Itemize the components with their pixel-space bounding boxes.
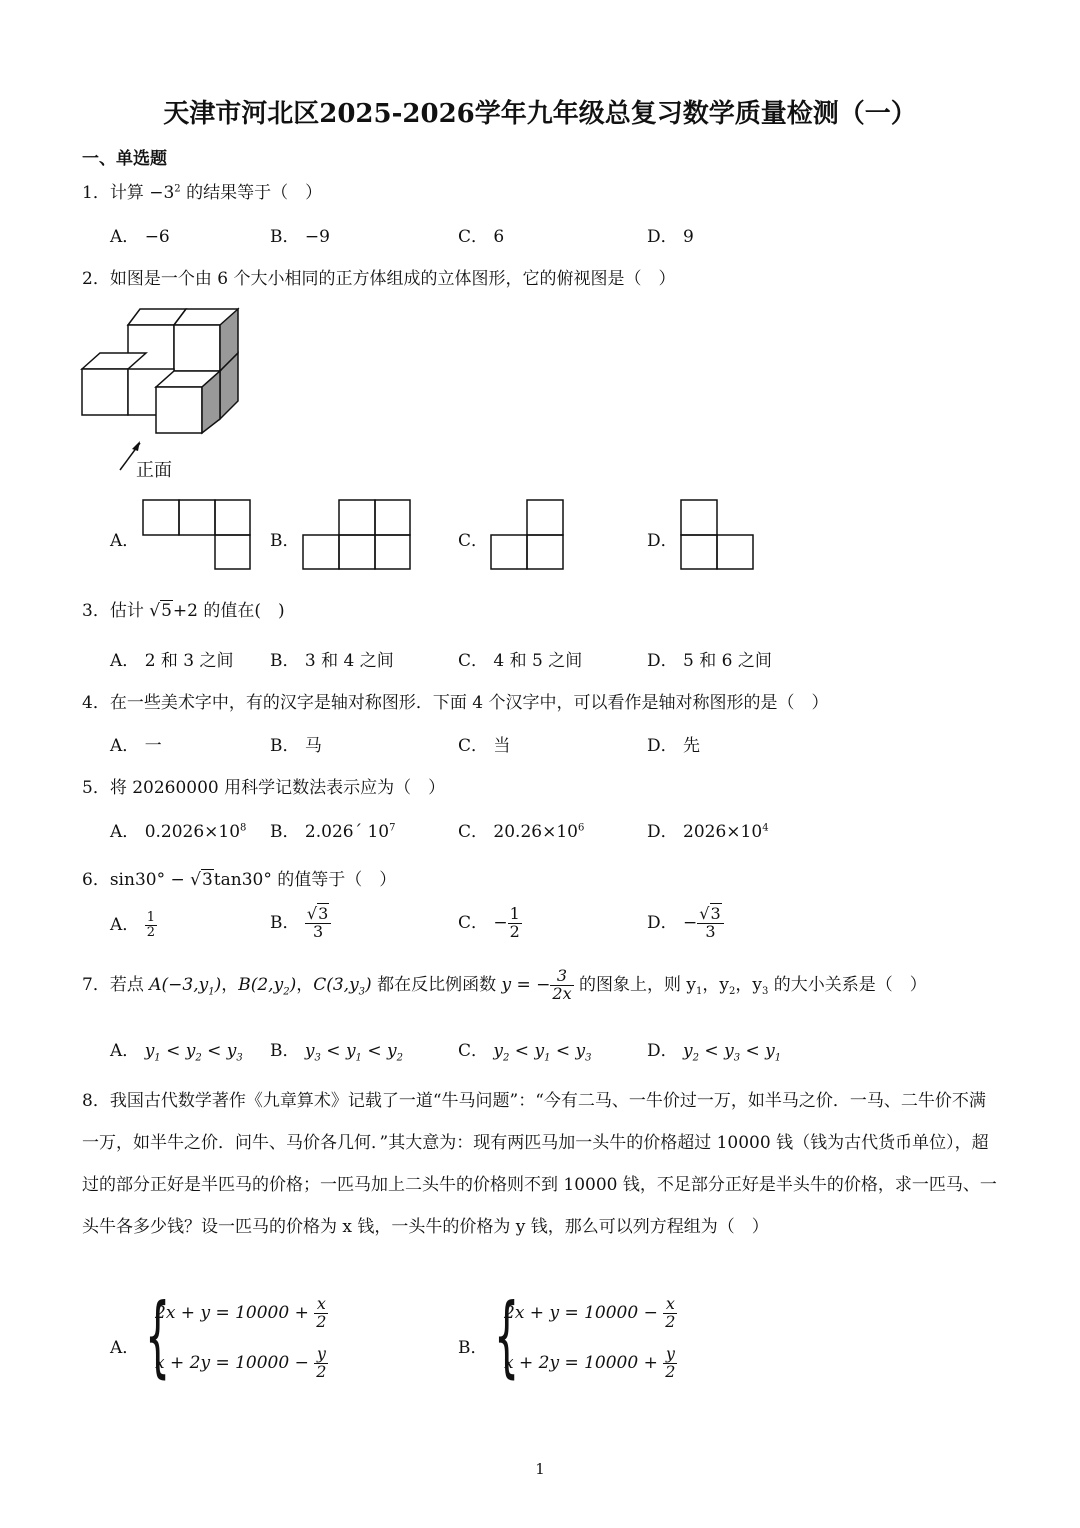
option-label: C． <box>458 736 489 756</box>
frac-num: 1 <box>509 904 520 923</box>
option-text: 当 <box>493 736 511 756</box>
frac-num: 3 <box>550 968 573 986</box>
q6-suffix: 的值等于（ ） <box>271 870 397 890</box>
q6-prefix: 6． <box>82 870 110 890</box>
q2-option-a-label[interactable]: A． <box>110 531 140 551</box>
q7-suffix: 的图象上，则 y <box>573 974 697 995</box>
page-number: 1 <box>535 1460 545 1478</box>
q6-sqrt-icon: √ <box>190 870 201 890</box>
option-label: B． <box>270 822 300 842</box>
option-text: 5 和 6 之间 <box>683 651 772 671</box>
option-text: 2 和 3 之间 <box>144 651 234 671</box>
option-label: B． <box>270 651 300 671</box>
option-exp: 7 <box>389 822 396 834</box>
section-heading: 一、单选题 <box>82 149 167 169</box>
option-label: C． <box>458 822 489 842</box>
q3-radicand: 5 <box>161 601 172 621</box>
q2-front-label: 正面 <box>136 460 172 481</box>
point-sub: 3 <box>358 986 366 998</box>
q2-option-d-label[interactable]: D． <box>647 531 678 551</box>
q7-suffix3: ，y <box>735 974 762 995</box>
q2-option-d-figure[interactable] <box>680 499 756 571</box>
q3-suffix: 的值在( ) <box>197 601 285 621</box>
question-1 <box>82 178 322 203</box>
q7-point-a: $A(-3,y_1)$ <box>149 974 222 998</box>
option-label: B． <box>270 736 300 756</box>
frac-den: 2 <box>146 925 155 940</box>
option-exp: 6 <box>577 822 585 834</box>
q4-option-b[interactable] <box>270 731 322 756</box>
q3-prefix: 3．估计 <box>82 601 150 621</box>
option-fraction <box>145 911 157 939</box>
q7-suffix2: ，y <box>702 974 730 995</box>
option-label: D． <box>647 1041 678 1061</box>
q7-sub-2: 2 <box>729 986 736 998</box>
option-label: C． <box>458 227 489 247</box>
question-7: 7．若点 $A(-3,y_1)$，$B(2,y_2)$，$C(3,y_3)$ 都在反比例函数 y = − $\frac{3}{2x}$ 的图象上，则 $y_1$，$y_2$，$y_3$ 的大小关系是（ ） <box>82 966 927 1003</box>
q6-option-c[interactable] <box>458 906 522 941</box>
option-label: B． <box>270 227 300 247</box>
q1-option-b[interactable] <box>270 222 330 247</box>
option-text: −9 <box>304 227 330 247</box>
equation-2: x + 2y = 10000 − $\frac{y}{2}$ <box>155 1344 327 1381</box>
q7-mid: 都在反比例函数 <box>371 974 502 995</box>
q7-prefix: 7．若点 <box>82 974 150 995</box>
frac-den: 2x <box>552 983 572 1003</box>
q7-option-b[interactable] <box>270 1036 403 1063</box>
option-fraction <box>305 906 331 941</box>
q8-option-b-label[interactable]: B． <box>458 1338 488 1358</box>
option-label: A． <box>110 1041 140 1061</box>
q1-option-d[interactable] <box>647 222 694 247</box>
q1-option-a[interactable] <box>110 222 170 247</box>
option-text: 3 和 4 之间 <box>304 651 394 671</box>
q6-option-b[interactable] <box>270 906 331 941</box>
q2-option-c-label[interactable]: C． <box>458 531 489 551</box>
option-text: −6 <box>144 227 170 247</box>
option-mantissa: 2026×10 <box>683 822 763 842</box>
q8-option-a-system[interactable] <box>145 1284 345 1392</box>
frac-num: 1 <box>146 910 155 926</box>
q8-option-b-system[interactable] <box>494 1284 694 1392</box>
option-text: 一 <box>144 736 162 756</box>
q7-option-a[interactable] <box>110 1036 243 1063</box>
frac-radicand: 3 <box>710 904 721 923</box>
option-label: A． <box>110 651 140 671</box>
q1-expr <box>149 183 180 203</box>
page-title: 天津市河北区2025-2026学年九年级总复习数学质量检测（一） <box>163 99 917 129</box>
option-label: D． <box>647 651 678 671</box>
option-expr: $y_2 < y_3 < y_1$ <box>683 1041 782 1064</box>
frac-den: 3 <box>313 921 324 941</box>
option-text: 4 和 5 之间 <box>493 651 583 671</box>
q2-option-b-figure[interactable] <box>302 499 412 571</box>
q5-option-b[interactable] <box>270 817 395 842</box>
option-label: C． <box>458 1041 489 1061</box>
frac-num: √3 <box>305 906 331 924</box>
option-fraction <box>697 906 723 941</box>
q4-option-a[interactable] <box>110 731 162 756</box>
q5-option-c[interactable] <box>458 817 584 842</box>
front-arrow-icon <box>132 441 140 451</box>
option-exp: 4 <box>762 822 769 834</box>
point-sub: 1 <box>208 986 215 998</box>
option-label: D． <box>647 736 678 756</box>
option-mantissa: 2.026´ 10 <box>304 822 390 842</box>
option-label: D． <box>647 912 678 933</box>
question-8: 8．我国古代数学著作《九章算术》记载了一道“牛马问题”：“今有二马、一牛价过一万，如半马之价．一马、二牛价不满一万，如半牛之价．问牛、马价各几何．”其大意为：现有两匹马加一头牛的价格超过 10000 钱（钱为古代货币单位），超过的部分正好是半匹马的价格；一匹马加上二头牛的价格则不到 10000 钱，不足部分正好是半头牛的价格，求一匹马、一头牛各多少钱？设一匹马的价格为 x 钱，一头牛的价格为 y 钱，那么可以列方程组为（ ） <box>82 1091 997 1237</box>
question-5: 5．将 20260000 用科学记数法表示应为（ ） <box>82 778 446 798</box>
q2-option-b-label[interactable]: B． <box>270 531 300 551</box>
option-expr: $y_3 < y_1 < y_2$ <box>304 1041 403 1064</box>
brace-icon: { <box>145 1284 171 1387</box>
cube-front-face-1 <box>128 325 174 371</box>
q1-prefix: 1．计算 <box>82 183 150 203</box>
q2-option-c-figure[interactable] <box>490 499 566 571</box>
q7-suffix4: 的大小关系是（ ） <box>768 974 927 995</box>
option-label: A． <box>110 736 140 756</box>
q3-option-b[interactable] <box>270 646 394 671</box>
option-label: C． <box>458 651 489 671</box>
q1-suffix: 的结果等于（ ） <box>180 183 323 203</box>
option-text: 6 <box>493 227 505 247</box>
q6-option-a[interactable] <box>110 910 157 940</box>
q7-option-c[interactable] <box>458 1036 591 1063</box>
q5-option-a[interactable] <box>110 817 246 842</box>
option-label: A． <box>110 227 140 247</box>
option-label: A． <box>110 915 140 935</box>
frac-num: √3 <box>697 906 723 924</box>
option-fraction <box>508 906 522 941</box>
option-mantissa: 0.2026×10 <box>144 822 241 842</box>
frac-den: 3 <box>705 921 716 941</box>
cube-front-face-5 <box>156 387 202 433</box>
cube-front-face-2 <box>174 325 220 371</box>
option-label: D． <box>647 227 678 247</box>
option-mantissa: 20.26×10 <box>493 822 578 842</box>
q6-option-d[interactable] <box>647 906 724 941</box>
q4-option-d[interactable] <box>647 731 700 756</box>
option-exp: 8 <box>240 822 247 834</box>
option-text: 马 <box>304 736 322 756</box>
q2-option-a-figure[interactable] <box>142 499 252 571</box>
option-label: A． <box>110 822 140 842</box>
q7-point-c: $C(3,y_3)$ <box>313 974 372 998</box>
q3-option-d[interactable] <box>647 646 772 671</box>
option-text: 9 <box>683 227 694 247</box>
q7-option-d[interactable] <box>647 1036 781 1063</box>
q7-func-lhs: y = − <box>501 974 551 995</box>
point-text: B(2,y <box>238 974 284 995</box>
q4-option-c[interactable] <box>458 731 510 756</box>
q7-sub-1: 1 <box>696 986 703 998</box>
q3-mid: +2 <box>172 601 198 621</box>
question-2: 2．如图是一个由 6 个大小相同的正方体组成的立体图形，它的俯视图是（ ） <box>82 269 676 289</box>
q6-expr-a: sin30° − <box>109 870 191 890</box>
q6-expr-b: tan30° <box>213 870 272 890</box>
q1-option-c[interactable] <box>458 222 504 247</box>
option-label: D． <box>647 822 678 842</box>
question-4: 4．在一些美术字中，有的汉字是轴对称图形．下面 4 个汉字中，可以看作是轴对称图形的是（ ） <box>82 693 829 713</box>
option-label: B． <box>270 912 300 933</box>
question-6 <box>82 865 396 890</box>
q7-func-fraction <box>550 968 573 1003</box>
option-label: B． <box>270 1041 300 1061</box>
q7-sub-3: 3 <box>762 986 769 998</box>
equation-1: 2x + y = 10000 − $\frac{x}{2}$ <box>504 1294 676 1331</box>
question-3 <box>82 596 285 621</box>
q5-option-d[interactable] <box>647 817 769 842</box>
point-text: C(3,y <box>313 974 359 995</box>
q3-sqrt-icon: √ <box>149 601 161 621</box>
point-text: A(−3,y <box>149 974 209 995</box>
cube-front-face-3 <box>82 369 128 415</box>
q3-option-a[interactable] <box>110 646 234 671</box>
frac-radicand: 3 <box>318 904 329 923</box>
option-sign: − <box>493 912 508 933</box>
option-expr: $y_2 < y_1 < y_3$ <box>493 1041 592 1064</box>
q1-expr-base: −3 <box>149 183 175 203</box>
q1-expr-exp: 2 <box>174 183 181 195</box>
option-expr: $y_1 < y_2 < y_3$ <box>144 1041 243 1064</box>
frac-den: 2 <box>509 921 520 941</box>
q7-point-b: $B(2,y_2)$ <box>238 974 297 998</box>
q6-radicand: 3 <box>201 870 213 890</box>
option-label: C． <box>458 912 489 933</box>
q8-option-a-label[interactable]: A． <box>110 1338 140 1358</box>
equation-1: 2x + y = 10000 + $\frac{x}{2}$ <box>155 1294 327 1331</box>
option-text: 先 <box>683 736 701 756</box>
point-sub: 2 <box>283 986 290 998</box>
brace-icon: { <box>494 1284 520 1387</box>
q3-option-c[interactable] <box>458 646 582 671</box>
equation-2: x + 2y = 10000 + $\frac{y}{2}$ <box>504 1344 676 1381</box>
option-sign: − <box>683 912 698 933</box>
